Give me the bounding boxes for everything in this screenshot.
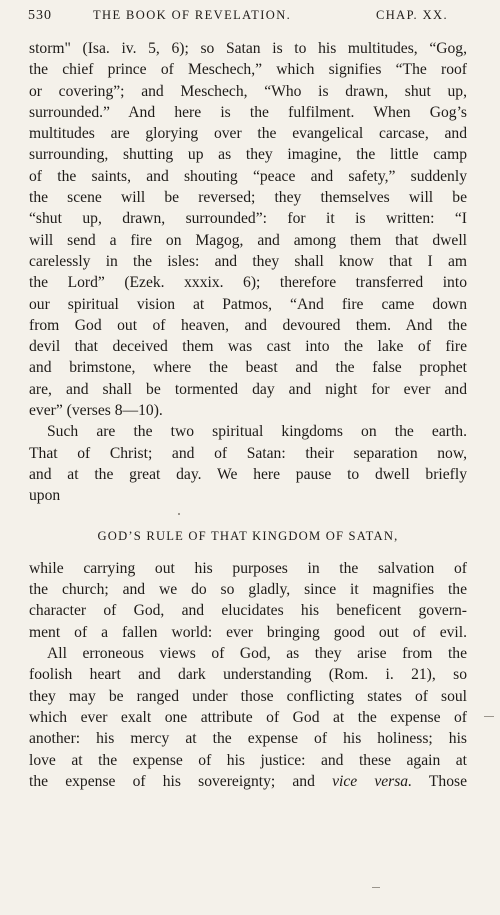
text-line: are, and shall be tormented day and night for ever and xyxy=(29,380,467,398)
text-line: and at the great day. We here pause to dwell briefly xyxy=(29,465,467,483)
text-line: our spiritual vision at Patmos, “And fire came down xyxy=(29,295,467,313)
italic-phrase: vice versa. xyxy=(332,772,412,790)
text-line: and brimstone, where the beast and the false prophet xyxy=(29,359,467,377)
text-line: while carrying out his purposes in the salvation of xyxy=(29,559,467,577)
text-line xyxy=(29,771,467,792)
text-fragment: the expense of his sovereignty; and xyxy=(29,772,333,790)
text-line: love at the expense of his justice: and these again at xyxy=(29,751,467,769)
paragraph-erroneous-views xyxy=(29,643,467,771)
text-line: from God out of heaven, and devoured them. And the xyxy=(29,316,467,334)
text-line: All erroneous views of God, as they arise from the xyxy=(47,645,467,663)
paragraph-purposes xyxy=(29,558,467,643)
text-line: of the saints, and shouting “peace and safety,” suddenly xyxy=(29,167,467,185)
text-line: will send a fire on Magog, and among them that dwell xyxy=(29,231,467,249)
text-line: the church; and we do so gladly, since it magnifies the xyxy=(29,581,467,599)
text-line: ever” (verses 8—10). xyxy=(29,402,163,420)
text-fragment: Those xyxy=(412,772,467,790)
text-line: or covering”; and Meschech, “Who is drawn, shut up, xyxy=(29,82,467,100)
page-speck xyxy=(178,513,180,515)
text-line: surrounded.” And here is the fulfilment. When Gog’s xyxy=(29,103,467,121)
text-line: the scene will be reversed; they themselves will be xyxy=(29,189,467,207)
page-number: 530 xyxy=(28,8,52,23)
section-heading: GOD’S RULE OF THAT KINGDOM OF SATAN, xyxy=(97,528,399,543)
text-line: That of Christ; and of Satan: their separation now, xyxy=(29,444,467,462)
margin-mark xyxy=(484,716,494,717)
text-line: another: his mercy at the expense of his holiness; his xyxy=(29,730,467,748)
text-line: upon xyxy=(29,487,61,505)
text-line: multitudes are glorying over the evangelical carcase, and xyxy=(29,125,467,143)
page-speck xyxy=(372,887,380,888)
text-line: Such are the two spiritual kingdoms on the earth. xyxy=(47,423,467,441)
text-line: foolish heart and dark understanding (Rom. i. 21), so xyxy=(29,666,467,684)
text-line: carelessly in the isles: and they shall know that I am xyxy=(29,252,467,270)
paragraph-two-kingdoms xyxy=(29,421,467,506)
text-line: they may be ranged under those conflicting states of soul xyxy=(29,687,467,705)
text-line: the chief prince of Meschech,” which signifies “The roof xyxy=(29,61,467,79)
text-line: storm" (Isa. iv. 5, 6); so Satan is to his multitudes, “Gog, xyxy=(29,40,467,57)
paragraph-continuation xyxy=(29,38,467,421)
running-title: THE BOOK OF REVELATION. xyxy=(93,8,292,22)
page-body xyxy=(29,38,467,792)
text-line: surrounding, shutting up as they imagine, the little camp xyxy=(29,146,467,164)
text-line: ment of a fallen world: ever bringing good out of evil. xyxy=(29,623,467,641)
text-line: devil that deceived them was cast into the lake of fire xyxy=(29,338,467,356)
chapter-label: CHAP. XX. xyxy=(376,8,448,22)
text-line: which ever exalt one attribute of God at the expense of xyxy=(29,708,467,726)
text-line: character of God, and elucidates his beneficent govern- xyxy=(29,602,467,620)
text-line: “shut up, drawn, surrounded”: for it is written: “I xyxy=(29,210,467,228)
text-line: the Lord” (Ezek. xxxix. 6); therefore transferred into xyxy=(29,274,467,292)
